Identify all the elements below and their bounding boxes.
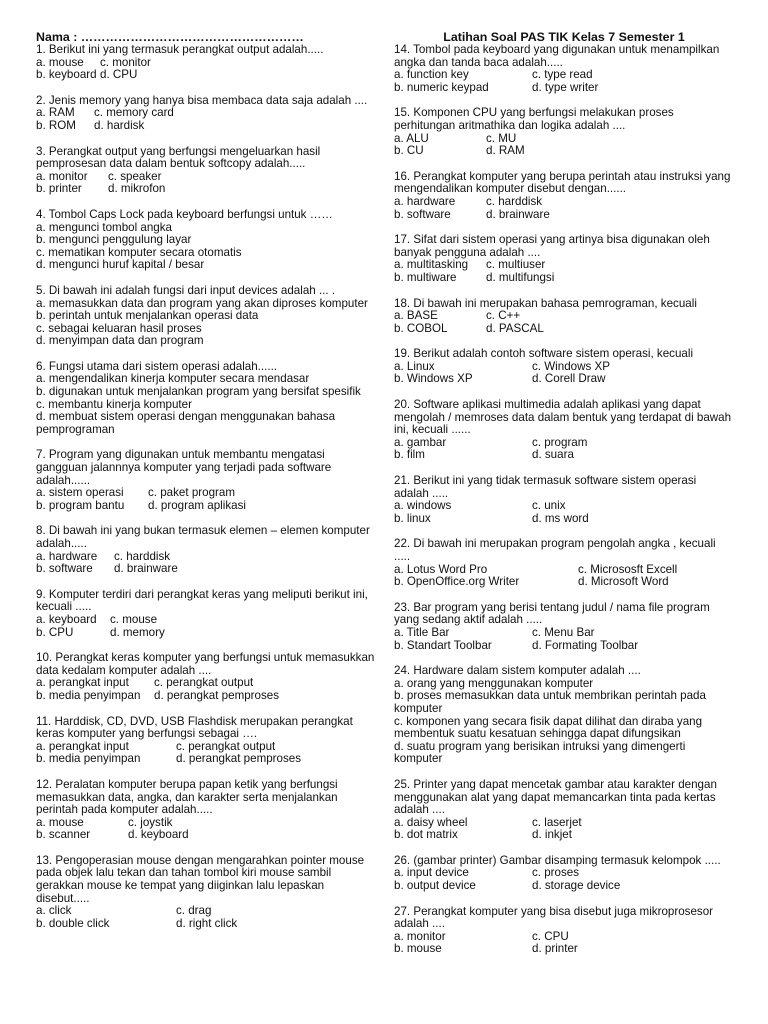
answer-option: a. mouse: [36, 55, 84, 69]
answer-option: c. multiuser: [486, 258, 546, 272]
answer-option: c. joystik: [128, 815, 173, 829]
answer-option: c. sebagai keluaran hasil proses: [36, 321, 202, 335]
answer-option: c. type read: [532, 68, 593, 82]
answer-option: c. perangkat output: [154, 676, 254, 690]
question-item: [36, 525, 376, 575]
answer-option: a. monitor: [36, 169, 88, 183]
question-text: 22. Di bawah ini merupakan program pengolah angka , kecuali .....: [394, 537, 716, 563]
answer-option: d. printer: [532, 942, 578, 956]
answer-option: a. perangkat input: [36, 676, 129, 690]
answer-option: b. multiware: [394, 270, 457, 284]
answer-option: b. output device: [394, 879, 476, 893]
answer-option: b. keyboard: [36, 68, 97, 82]
question-item: [36, 209, 376, 272]
option-row: [36, 335, 376, 348]
answer-option: a. daisy wheel: [394, 815, 468, 829]
answer-option: d. Microsoft Word: [578, 575, 669, 589]
answer-option: d. perangkat pemproses: [154, 688, 280, 702]
question-item: [36, 855, 376, 931]
option-row: [394, 640, 734, 653]
question-text: 27. Perangkat komputer yang bisa disebut juga mikroprosesor adalah ....: [394, 904, 714, 931]
answer-option: b. software: [36, 562, 93, 576]
option-row: [394, 741, 734, 766]
option-row: [394, 716, 734, 741]
question-item: [36, 285, 376, 348]
answer-option: a. memasukkan data dan program yang akan diproses komputer: [36, 296, 368, 310]
question-text: 18. Di bawah ini merupakan bahasa pemrograman, kecuali: [394, 296, 697, 310]
option-row: [394, 513, 734, 526]
answer-option: c. harddisk: [486, 194, 543, 208]
option-row: [394, 323, 734, 336]
answer-option: b. dot matrix: [394, 828, 458, 842]
question-item: [394, 298, 734, 336]
option-row: [394, 145, 734, 158]
question-text: 9. Komputer terdiri dari perangkat keras yang meliputi berikut ini, kecuali .....: [36, 587, 368, 614]
answer-option: d. storage device: [532, 879, 621, 893]
answer-option: c. monitor: [100, 55, 151, 69]
answer-option: d. inkjet: [532, 828, 572, 842]
answer-option: a. BASE: [394, 309, 438, 323]
option-row: [394, 449, 734, 462]
question-item: [36, 779, 376, 842]
answer-option: b. double click: [36, 916, 110, 930]
question-text: 25. Printer yang dapat mencetak gambar atau karakter dengan menggunakan alat yang dapat memancarkan tinta pada kertas adalah ....: [394, 777, 717, 817]
answer-option: b. COBOL: [394, 321, 448, 335]
option-row: [394, 880, 734, 893]
question-item: [394, 538, 734, 588]
option-row: [36, 386, 376, 399]
option-row: [36, 120, 376, 133]
question-text: 13. Pengoperasian mouse dengan mengarahkan pointer mouse pada objek lalu tekan dan tahan tombol kiri mouse sambil gerakkan mouse ke tempat yang diiginkan lalu lepaskan disebut.....: [36, 853, 365, 905]
option-row: [36, 614, 376, 627]
option-row: [36, 753, 376, 766]
answer-option: b. OpenOffice.org Writer: [394, 575, 520, 589]
question-item: [36, 589, 376, 639]
option-row: [394, 690, 734, 715]
answer-option: a. Linux: [394, 359, 435, 373]
option-row: [394, 943, 734, 956]
question-item: [394, 906, 734, 956]
answer-option: b. scanner: [36, 828, 91, 842]
answer-option: b. mengunci penggulung layar: [36, 233, 192, 247]
answer-option: a. Title Bar: [394, 625, 450, 639]
answer-option: d. RAM: [486, 144, 525, 158]
question-text: 11. Harddisk, CD, DVD, USB Flashdisk merupakan perangkat keras komputer yang berfungsi sebagai ….: [36, 714, 353, 741]
answer-option: b. Standart Toolbar: [394, 638, 492, 652]
answer-option: c. program: [532, 435, 588, 449]
option-row: [394, 310, 734, 323]
right-column: [394, 30, 734, 969]
answer-option: d. mikrofon: [108, 182, 166, 196]
name-line: Nama : ………………………………………………: [36, 30, 304, 44]
question-item: [36, 652, 376, 702]
question-text: 20. Software aplikasi multimedia adalah aplikasi yang dapat mengolah / memroses data dalam bentuk yang terdapat di bawah ini, kecuali ......: [394, 398, 732, 437]
answer-option: d. multifungsi: [486, 270, 555, 284]
answer-option: b. program bantu: [36, 498, 125, 512]
option-row: [36, 310, 376, 323]
question-text: 5. Di bawah ini adalah fungsi dari input devices adalah ... .: [36, 283, 336, 297]
answer-option: a. ALU: [394, 131, 429, 145]
answer-option: a. hardware: [394, 194, 456, 208]
answer-option: a. perangkat input: [36, 739, 129, 753]
option-row: [36, 411, 376, 436]
question-text: 12. Peralatan komputer berupa papan ketik yang berfungsi memasukkan data, angka, dan karakter serta menjalankan perintah pada komputer adalah.....: [36, 777, 338, 817]
answer-option: b. numeric keypad: [394, 80, 489, 94]
answer-option: c. mouse: [110, 612, 158, 626]
answer-option: d. brainware: [486, 207, 550, 221]
question-item: [394, 779, 734, 842]
answer-option: c. komponen yang secara fisik dapat dilihat dan diraba yang membentuk suatu kesatuan sehingga dapat difungsikan: [394, 714, 703, 741]
option-row: [394, 576, 734, 589]
question-item: [394, 399, 734, 462]
option-row: [36, 905, 376, 918]
option-row: [36, 183, 376, 196]
answer-option: d. suatu program yang berisikan intruksi yang dimengerti komputer: [394, 739, 686, 766]
answer-option: d. keyboard: [128, 828, 189, 842]
option-row: [394, 82, 734, 95]
left-column: [36, 30, 376, 943]
answer-option: c. membantu kinerja komputer: [36, 397, 192, 411]
option-row: [36, 259, 376, 272]
answer-option: b. media penyimpan: [36, 688, 141, 702]
question-text: 1. Berikut ini yang termasuk perangkat output adalah.....: [36, 43, 324, 56]
question-text: 8. Di bawah ini yang bukan termasuk elemen – elemen komputer adalah.....: [36, 524, 370, 550]
question-text: 6. Fungsi utama dari sistem operasi adalah......: [36, 359, 278, 373]
answer-option: d. Corell Draw: [532, 372, 606, 386]
answer-option: c. paket program: [148, 486, 235, 500]
question-item: [394, 348, 734, 386]
answer-option: d. hardisk: [94, 118, 145, 132]
answer-option: c. C++: [486, 309, 521, 323]
option-row: [394, 196, 734, 209]
option-row: [394, 69, 734, 82]
answer-option: d. perangkat pemproses: [176, 752, 302, 766]
answer-option: d. suara: [532, 448, 574, 462]
answer-option: a. keyboard: [36, 612, 97, 626]
answer-option: b. perintah untuk menjalankan operasi data: [36, 309, 259, 323]
answer-option: d. CPU: [100, 68, 138, 82]
question-item: [394, 602, 734, 652]
question-item: [36, 449, 376, 512]
answer-option: d. Formating Toolbar: [532, 638, 639, 652]
page-title: Latihan Soal PAS TIK Kelas 7 Semester 1: [443, 30, 685, 44]
answer-option: a. function key: [394, 68, 469, 82]
answer-option: d. mengunci huruf kapital / besar: [36, 258, 205, 272]
option-row: [36, 563, 376, 576]
option-row: [394, 627, 734, 640]
question-text: 15. Komponen CPU yang berfungsi melakukan proses perhitungan aritmathika dan logika adalah ....: [394, 106, 674, 132]
option-row: [394, 829, 734, 842]
option-row: [394, 373, 734, 386]
answer-option: d. memory: [110, 625, 165, 639]
option-row: [36, 918, 376, 931]
question-text: 2. Jenis memory yang hanya bisa membaca data saja adalah ....: [36, 93, 368, 107]
option-row: [36, 107, 376, 120]
question-text: 23. Bar program yang berisi tentang judul / nama file program yang sedang aktif adalah .....: [394, 600, 710, 627]
answer-option: a. windows: [394, 499, 452, 513]
option-row: [36, 234, 376, 247]
question-item: [36, 716, 376, 766]
question-item: [394, 44, 734, 94]
option-row: [36, 171, 376, 184]
question-text: 4. Tombol Caps Lock pada keyboard berfungsi untuk ……: [36, 207, 333, 221]
question-text: 16. Perangkat komputer yang berupa perintah atau instruksi yang mengendalikan komputer disebut dengan......: [394, 169, 731, 196]
option-row: [36, 69, 376, 82]
option-row: [36, 500, 376, 513]
answer-option: c. laserjet: [532, 815, 582, 829]
answer-option: a. Lotus Word Pro: [394, 562, 488, 576]
answer-option: a. monitor: [394, 929, 446, 943]
left-question-list: [36, 44, 376, 930]
question-item: [394, 234, 734, 284]
question-text: 17. Sifat dari sistem operasi yang artinya bisa digunakan oleh banyak pengguna adalah ....: [394, 233, 710, 259]
question-text: 24. Hardware dalam sistem komputer adalah ....: [394, 664, 641, 678]
question-text: 19. Berikut adalah contoh software sistem operasi, kecuali: [394, 347, 694, 361]
answer-option: c. speaker: [108, 169, 162, 183]
option-row: [394, 133, 734, 146]
option-row: [36, 627, 376, 640]
answer-option: d. membuat sistem operasi dengan menggunakan bahasa pemprograman: [36, 410, 336, 436]
answer-option: b. Windows XP: [394, 372, 473, 386]
answer-option: d. type writer: [532, 80, 599, 94]
question-text: 10. Perangkat keras komputer yang berfungsi untuk memasukkan data kedalam komputer adalah ....: [36, 651, 375, 677]
answer-option: b. printer: [36, 182, 82, 196]
answer-option: c. CPU: [532, 929, 569, 943]
question-item: [394, 855, 734, 893]
question-item: [36, 44, 376, 82]
answer-option: a. input device: [394, 866, 469, 880]
answer-option: c. MU: [486, 131, 517, 145]
option-row: [36, 829, 376, 842]
answer-option: b. CPU: [36, 625, 74, 639]
answer-option: a. orang yang menggunakan komputer: [394, 676, 594, 690]
answer-option: d. PASCAL: [486, 321, 544, 335]
answer-option: d. menyimpan data dan program: [36, 334, 204, 348]
answer-option: d. brainware: [114, 562, 178, 576]
answer-option: a. hardware: [36, 549, 98, 563]
question-text: 7. Program yang digunakan untuk membantu mengatasi gangguan jalannnya komputer yang terjadi pada software adalah......: [36, 448, 332, 487]
answer-option: c. drag: [176, 904, 212, 918]
answer-option: a. multitasking: [394, 258, 469, 272]
answer-option: c. harddisk: [114, 549, 171, 563]
answer-option: a. RAM: [36, 106, 75, 120]
question-item: [394, 107, 734, 157]
question-item: [394, 171, 734, 221]
answer-option: c. proses: [532, 866, 580, 880]
answer-option: a. mouse: [36, 815, 84, 829]
option-row: [394, 209, 734, 222]
right-question-list: [394, 44, 734, 956]
question-item: [394, 665, 734, 766]
option-row: [394, 500, 734, 513]
answer-option: b. film: [394, 448, 425, 462]
answer-option: b. mouse: [394, 942, 442, 956]
answer-option: c. perangkat output: [176, 739, 276, 753]
answer-option: a. sistem operasi: [36, 486, 124, 500]
answer-option: a. gambar: [394, 435, 447, 449]
answer-option: a. mengunci tombol angka: [36, 220, 172, 234]
question-item: [36, 361, 376, 437]
question-text: 14. Tombol pada keyboard yang digunakan untuk menampilkan angka dan tanda baca adalah.....: [394, 43, 720, 69]
question-text: 3. Perangkat output yang berfungsi mengeluarkan hasil pemprosesan data dalam bentuk softcopy adalah.....: [36, 144, 321, 171]
answer-option: d. ms word: [532, 511, 589, 525]
question-item: [36, 95, 376, 133]
question-item: [394, 475, 734, 525]
answer-option: b. ROM: [36, 118, 76, 132]
answer-option: c. memory card: [94, 106, 174, 120]
answer-option: c. unix: [532, 499, 566, 513]
answer-option: b. linux: [394, 511, 431, 525]
answer-option: d. program aplikasi: [148, 498, 246, 512]
answer-option: b. software: [394, 207, 451, 221]
option-row: [36, 487, 376, 500]
answer-option: c. Micrososft Excell: [578, 562, 678, 576]
option-row: [36, 690, 376, 703]
question-text: 26. (gambar printer) Gambar disamping termasuk kelompok .....: [394, 853, 721, 867]
answer-option: a. mengendalikan kinerja komputer secara mendasar: [36, 372, 310, 386]
answer-option: b. media penyimpan: [36, 752, 141, 766]
answer-option: c. mematikan komputer secara otomatis: [36, 245, 242, 259]
answer-option: c. Menu Bar: [532, 625, 595, 639]
answer-option: d. right click: [176, 916, 238, 930]
answer-option: b. digunakan untuk menjalankan program yang bersifat spesifik: [36, 385, 361, 399]
answer-option: b. CU: [394, 144, 424, 158]
answer-option: b. proses memasukkan data untuk membrikan perintah pada komputer: [394, 689, 706, 715]
answer-option: a. click: [36, 904, 72, 918]
answer-option: c. Windows XP: [532, 359, 610, 373]
question-item: [36, 146, 376, 196]
question-text: 21. Berikut ini yang tidak termasuk software sistem operasi adalah .....: [394, 474, 697, 500]
option-row: [394, 272, 734, 285]
